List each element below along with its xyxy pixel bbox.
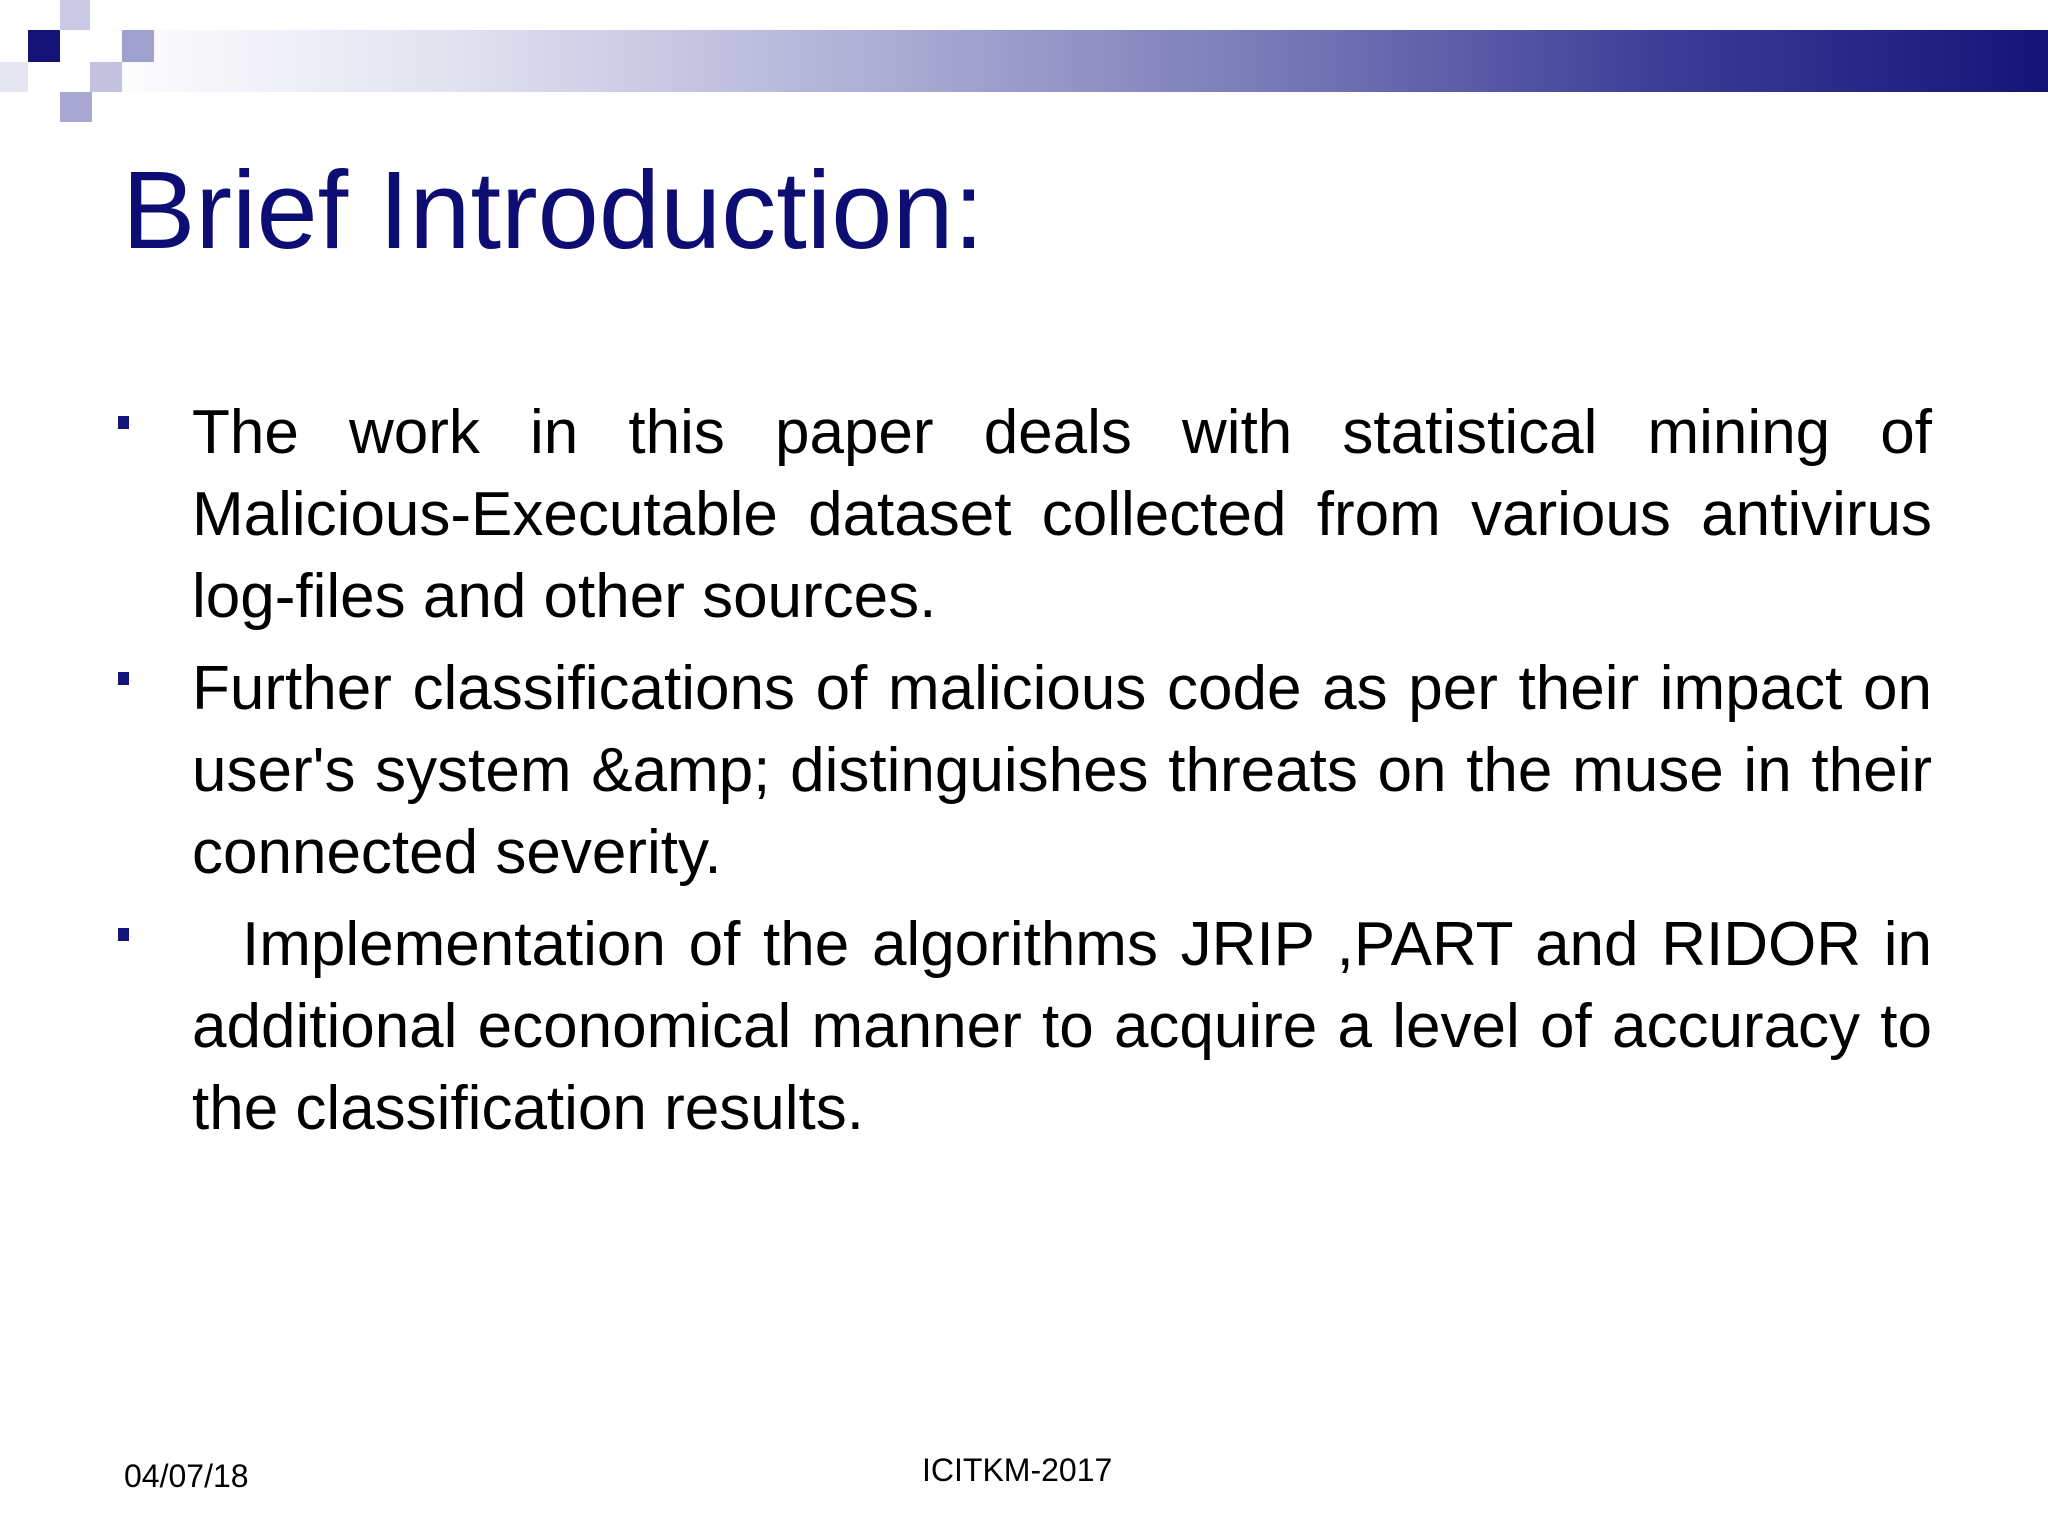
bullet-item: [110, 392, 1932, 638]
square-bullet-icon: [118, 928, 129, 941]
header-gradient-bar: [90, 30, 2048, 92]
bullet-text: The work in this paper deals with statistical mining of Malicious-Executable dataset collected from various antivirus log-files and other sources.: [192, 398, 1932, 631]
bullet-text: Implementation of the algorithms JRIP ,PART and RIDOR in additional economical manner to acquire a level of accuracy to the classification results.: [192, 910, 1932, 1143]
corner-square-bottom: [60, 92, 92, 122]
corner-square-middle: [90, 62, 122, 92]
corner-square-left: [0, 62, 28, 92]
footer-conference: ICITKM-2017: [922, 1452, 1113, 1488]
slide-title: Brief Introduction:: [122, 149, 985, 272]
corner-square-right: [122, 30, 154, 62]
square-bullet-icon: [118, 416, 129, 429]
bullet-item: [110, 648, 1932, 894]
square-bullet-icon: [118, 672, 129, 685]
bullet-list: [110, 392, 1932, 1160]
corner-square-top: [60, 0, 90, 30]
bullet-text: Further classifications of malicious code as per their impact on user's system &amp; distinguishes threats on the muse in their connected severity.: [192, 654, 1932, 887]
corner-square-dark: [28, 30, 60, 62]
footer-date: 04/07/18: [124, 1458, 249, 1494]
bullet-item: [110, 904, 1932, 1150]
